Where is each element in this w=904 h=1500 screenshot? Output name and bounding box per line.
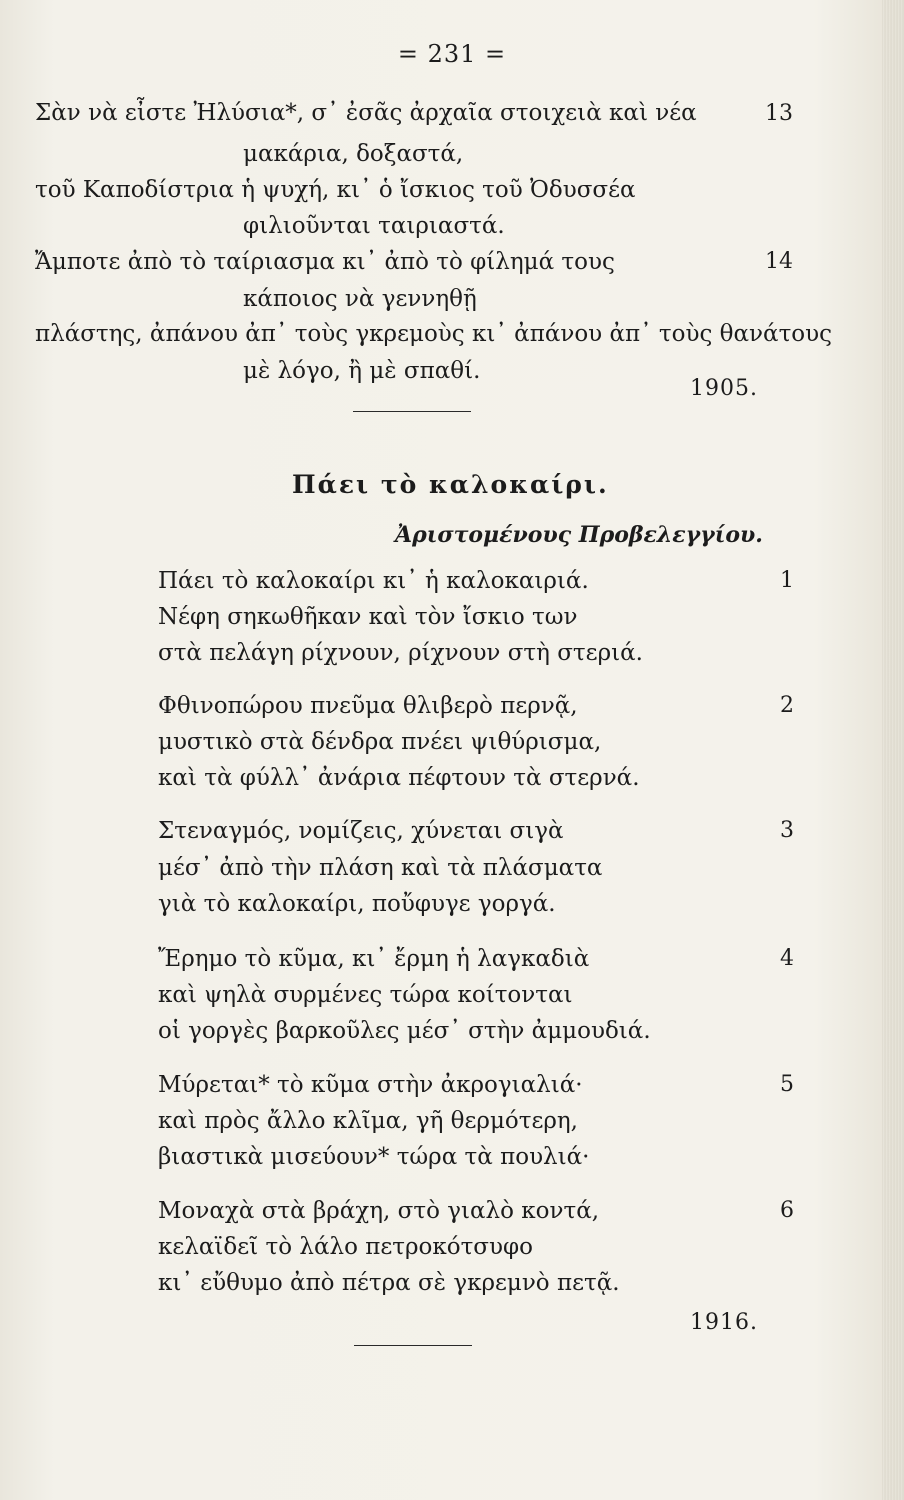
verse-line: μυστικὸ στὰ δένδρα πνέει ψιθύρισμα, bbox=[158, 729, 602, 755]
stanza-number: 1 bbox=[780, 568, 794, 593]
verse-line: πλάστης, ἀπάνου ἀπ᾽ τοὺς γκρεμοὺς κι᾽ ἀπάνου ἀπ᾽ τοὺς θανάτους bbox=[35, 321, 833, 347]
verse-line: καὶ πρὸς ἄλλο κλῖμα, γῆ θερμότερη, bbox=[158, 1108, 578, 1134]
poem-title: Πάει τὸ καλοκαίρι. bbox=[292, 470, 609, 499]
stanza-number: 2 bbox=[780, 693, 794, 718]
stanza-number: 4 bbox=[780, 946, 794, 971]
verse-line: Ἔρημο τὸ κῦμα, κι᾽ ἔρμη ἡ λαγκαδιὰ bbox=[158, 946, 590, 972]
verse-line: Στεναγμός, νομίζεις, χύνεται σιγὰ bbox=[158, 818, 564, 844]
verse-line: μακάρια, δοξαστά, bbox=[243, 141, 464, 167]
poem-date: 1916. bbox=[690, 1310, 758, 1335]
verse-line: κι᾽ εὔθυμο ἀπὸ πέτρα σὲ γκρεμνὸ πετᾷ. bbox=[158, 1270, 620, 1296]
verse-line: Φθινοπώρου πνεῦμα θλιβερὸ περνᾷ, bbox=[158, 693, 578, 719]
verse-line: φιλιοῦνται ταιριαστά. bbox=[243, 213, 505, 239]
verse-line: βιαστικὰ μισεύουν* τώρα τὰ πουλιά· bbox=[158, 1144, 590, 1170]
page-edge-shadow bbox=[882, 0, 904, 1500]
verse-line: Μοναχὰ στὰ βράχη, στὸ γιαλὸ κοντά, bbox=[158, 1198, 600, 1224]
stanza-number: 14 bbox=[765, 249, 793, 274]
verse-line: γιὰ τὸ καλοκαίρι, ποὔφυγε γοργά. bbox=[158, 891, 556, 917]
verse-line: στὰ πελάγη ρίχνουν, ρίχνουν στὴ στεριά. bbox=[158, 640, 643, 666]
verse-line: Πάει τὸ καλοκαίρι κι᾽ ἡ καλοκαιριά. bbox=[158, 568, 589, 594]
verse-line: καὶ ψηλὰ συρμένες τώρα κοίτονται bbox=[158, 982, 573, 1008]
verse-line: μέσ᾽ ἀπὸ τὴν πλάση καὶ τὰ πλάσματα bbox=[158, 855, 603, 881]
verse-line: οἱ γοργὲς βαρκοῦλες μέσ᾽ στὴν ἀμμουδιά. bbox=[158, 1018, 651, 1044]
verse-line: Μύρεται* τὸ κῦμα στὴν ἀκρογιαλιά· bbox=[158, 1072, 583, 1098]
verse-line: Σὰν νὰ εἶστε Ἠλύσια*, σ᾽ ἐσᾶς ἀρχαῖα στοιχειὰ καὶ νέα bbox=[35, 100, 697, 126]
stanza-number: 13 bbox=[765, 101, 793, 126]
stanza-number: 6 bbox=[780, 1198, 794, 1223]
stanza-number: 5 bbox=[780, 1072, 794, 1097]
poem-author: Ἀριστομένους Προβελεγγίου. bbox=[395, 522, 763, 548]
page-number: = 231 = bbox=[397, 40, 507, 68]
verse-line: τοῦ Καποδίστρια ἡ ψυχή, κι᾽ ὁ ἴσκιος τοῦ Ὀδυσσέα bbox=[35, 177, 636, 203]
section-divider bbox=[353, 411, 471, 412]
verse-line: κελαϊδεῖ τὸ λάλο πετροκότσυφο bbox=[158, 1234, 533, 1260]
verse-line: μὲ λόγο, ἢ μὲ σπαθί. bbox=[243, 358, 481, 384]
verse-line: καὶ τὰ φύλλ᾽ ἀνάρια πέφτουν τὰ στερνά. bbox=[158, 765, 640, 791]
verse-line: Νέφη σηκωθῆκαν καὶ τὸν ἴσκιο των bbox=[158, 604, 578, 630]
poem-date: 1905. bbox=[690, 376, 758, 401]
section-divider bbox=[354, 1345, 472, 1346]
verse-line: κάποιος νὰ γεννηθῇ bbox=[243, 286, 477, 312]
stanza-number: 3 bbox=[780, 818, 794, 843]
verse-line: Ἄμποτε ἀπὸ τὸ ταίριασμα κι᾽ ἀπὸ τὸ φίλημά τους bbox=[35, 249, 615, 275]
